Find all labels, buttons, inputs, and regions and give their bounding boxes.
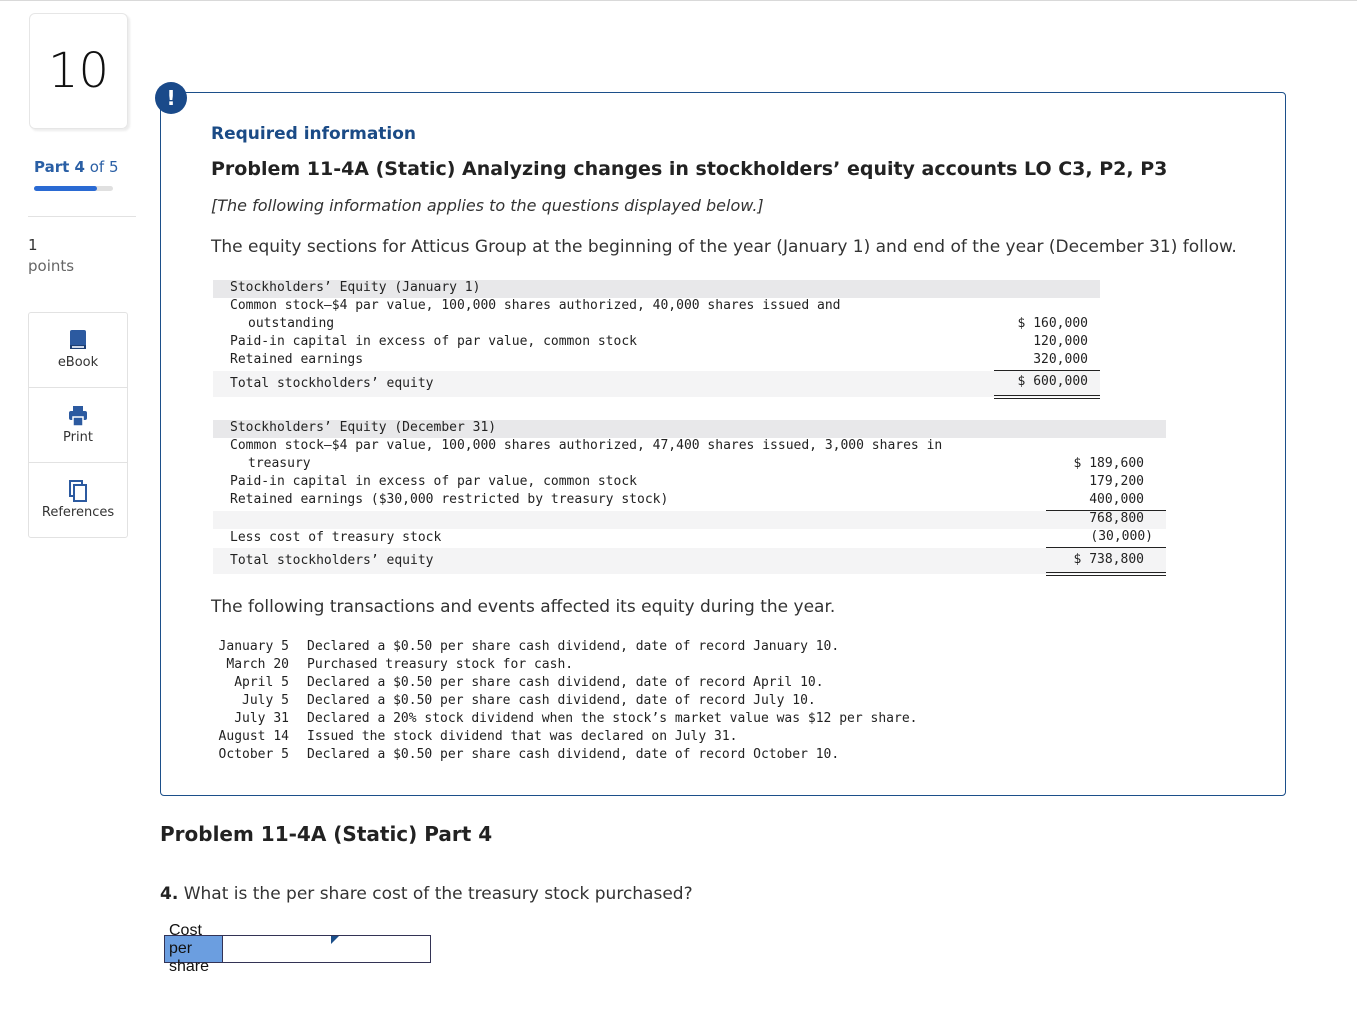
info-note: [The following information applies to the questions displayed below.] <box>211 196 764 215</box>
answer-row <box>164 922 431 975</box>
part-progress-bar <box>34 186 113 191</box>
dec-treasury-value: (30,000) <box>1090 529 1153 544</box>
dec-common-stock-label: Common stock—$4 par value, 100,000 shares authorized, 47,400 shares issued, 3,000 shares in <box>230 438 943 453</box>
jan-retained-value: 320,000 <box>1033 352 1088 367</box>
print-button[interactable] <box>29 387 127 462</box>
jan-table-heading: Stockholders’ Equity (January 1) <box>230 280 481 295</box>
dec-total-rule-2 <box>1046 575 1166 576</box>
tx-date: July 31 <box>234 711 289 726</box>
tx-desc: Declared a $0.50 per share cash dividend, date of record April 10. <box>307 675 824 690</box>
tx-date: July 5 <box>242 693 289 708</box>
tx-desc: Declared a $0.50 per share cash dividend, date of record October 10. <box>307 747 840 762</box>
tx-desc: Declared a $0.50 per share cash dividend, date of record January 10. <box>307 639 840 654</box>
dec-table-heading: Stockholders’ Equity (December 31) <box>230 420 497 435</box>
input-corner-marker <box>331 936 339 944</box>
tx-desc: Declared a $0.50 per share cash dividend, date of record July 10. <box>307 693 816 708</box>
dec-paid-in-label: Paid-in capital in excess of par value, common stock <box>230 474 637 489</box>
tx-desc: Issued the stock dividend that was declared on July 31. <box>307 729 738 744</box>
references-button[interactable] <box>29 462 127 537</box>
jan-total-rule-2 <box>994 398 1100 399</box>
jan-common-stock-value: $ 160,000 <box>1017 316 1088 331</box>
tx-date: October 5 <box>218 747 289 762</box>
points-label: points <box>28 257 75 275</box>
points-value: 1 <box>28 236 38 254</box>
part-indicator <box>34 158 119 176</box>
question-body: What is the per share cost of the treasury stock purchased? <box>183 884 693 904</box>
dec-common-stock-label-cont: treasury <box>248 456 311 471</box>
question-text <box>160 884 693 904</box>
part-current: Part 4 <box>34 158 85 176</box>
dec-retained-rule <box>1046 510 1166 511</box>
part-progress-fill <box>34 186 97 191</box>
dec-retained-value: 400,000 <box>1089 492 1144 507</box>
dec-subtotal-stripe <box>213 511 1166 529</box>
answer-label: Cost per share <box>165 936 223 962</box>
tools-panel <box>28 312 128 538</box>
intro-text: The equity sections for Atticus Group at the beginning of the year (January 1) and end of the year (December 31) follow. <box>211 237 1237 257</box>
alert-icon: ! <box>155 82 187 114</box>
dec-retained-label: Retained earnings ($30,000 restricted by treasury stock) <box>230 492 669 507</box>
printer-icon <box>66 404 90 428</box>
part-total: of 5 <box>89 158 119 176</box>
tx-date: January 5 <box>218 639 289 654</box>
dec-subtotal-value: 768,800 <box>1089 511 1144 526</box>
top-border <box>0 0 1357 1</box>
tx-desc: Declared a 20% stock dividend when the stock’s market value was $12 per share. <box>307 711 918 726</box>
jan-common-stock-label: Common stock—$4 par value, 100,000 shares authorized, 40,000 shares issued and <box>230 298 841 313</box>
tx-desc: Purchased treasury stock for cash. <box>307 657 574 672</box>
dec-common-stock-value: $ 189,600 <box>1073 456 1144 471</box>
ebook-label: eBook <box>57 355 99 370</box>
jan-total-value: $ 600,000 <box>1017 374 1088 389</box>
dec-paid-in-value: 179,200 <box>1089 474 1144 489</box>
documents-icon <box>66 479 90 503</box>
tx-date: April 5 <box>234 675 289 690</box>
cost-per-share-input[interactable] <box>223 936 430 962</box>
tx-date: March 20 <box>226 657 289 672</box>
dec-treasury-label: Less cost of treasury stock <box>230 530 442 545</box>
jan-paid-in-label: Paid-in capital in excess of par value, common stock <box>230 334 637 349</box>
problem-title: Problem 11-4A (Static) Analyzing changes in stockholders’ equity accounts LO C3, P2, P3 <box>211 158 1168 180</box>
transactions-intro: The following transactions and events affected its equity during the year. <box>211 597 836 617</box>
references-label: References <box>41 505 115 520</box>
part4-title: Problem 11-4A (Static) Part 4 <box>160 822 493 846</box>
print-label: Print <box>63 430 93 445</box>
dec-total-rule-1 <box>1046 572 1166 573</box>
jan-total-rule-1 <box>994 395 1100 396</box>
jan-common-stock-label-cont: outstanding <box>248 316 335 331</box>
required-info-heading: Required information <box>211 124 417 144</box>
book-icon <box>66 328 90 352</box>
jan-total-label: Total stockholders’ equity <box>230 376 434 391</box>
question-number-label: 4. <box>160 884 179 904</box>
jan-paid-in-value: 120,000 <box>1033 334 1088 349</box>
question-number: 10 <box>29 13 128 129</box>
jan-subtotal-rule <box>994 370 1100 371</box>
tx-date: August 14 <box>218 729 289 744</box>
dec-treasury-rule <box>1046 547 1166 548</box>
sidebar-divider <box>28 216 136 217</box>
ebook-button[interactable] <box>29 313 127 387</box>
dec-total-value: $ 738,800 <box>1073 552 1144 567</box>
dec-total-label: Total stockholders’ equity <box>230 553 434 568</box>
jan-retained-label: Retained earnings <box>230 352 364 367</box>
